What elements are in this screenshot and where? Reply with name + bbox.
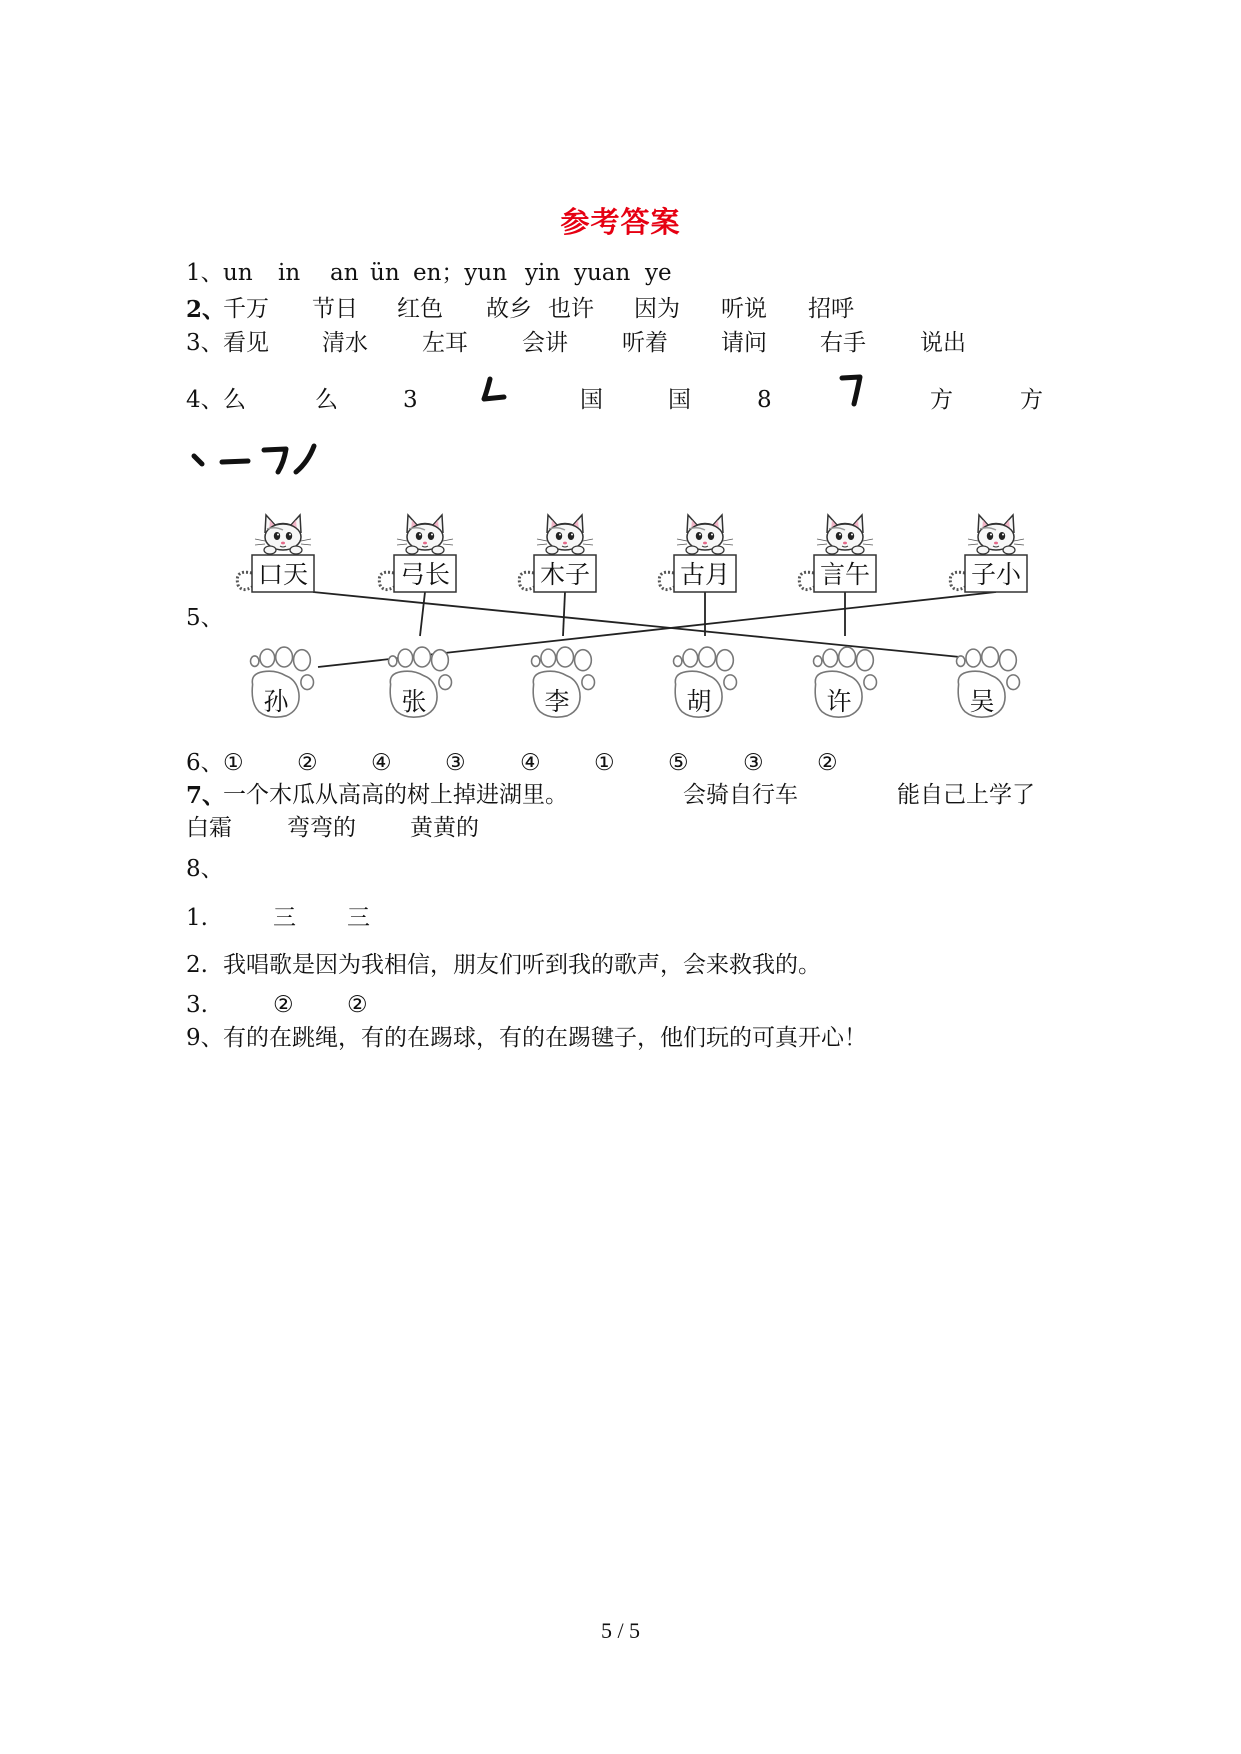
card-text: 口天 [257, 560, 309, 589]
answer-text: ye [645, 260, 672, 286]
name-cards [237, 515, 1027, 592]
paw-print [674, 647, 737, 717]
cat-icon [677, 515, 733, 554]
paw-text: 张 [401, 687, 427, 716]
name-card [379, 515, 456, 592]
answer-text: 国 [668, 387, 691, 413]
sub-question-number: 1. [186, 905, 208, 931]
answer-text: an [330, 260, 359, 286]
answer-text: 么 [315, 387, 338, 413]
answer-text: 左耳 [422, 330, 468, 356]
name-card [237, 515, 314, 592]
answer-text: 一个木瓜从高高的树上掉进湖里。 [223, 782, 568, 808]
page-title: 参考答案 [560, 205, 681, 239]
answer-text: 会骑自行车 [683, 782, 798, 808]
answer-text: 故乡 [486, 296, 532, 322]
answer-text: in [278, 260, 301, 286]
answer-text: un [223, 260, 253, 286]
answer-text: 听说 [721, 296, 767, 322]
answer-text: ② [817, 750, 838, 776]
answer-text: 方 [930, 387, 953, 413]
paw-prints [251, 647, 1020, 717]
match-line [563, 592, 565, 636]
answer-text: 说出 [920, 330, 966, 356]
answer-text: 会讲 [522, 330, 568, 356]
answer-text: 招呼 [808, 296, 854, 322]
name-card [519, 515, 596, 592]
paw-text: 孙 [263, 687, 289, 716]
question-number: 9、 [186, 1025, 224, 1051]
answer-text: 三 [347, 905, 370, 931]
paw-print [532, 647, 595, 717]
question-number: 3、 [186, 330, 224, 356]
question-number: 4、 [186, 387, 224, 413]
question-number: 7、 [186, 782, 226, 809]
answer-text: 红色 [397, 296, 443, 322]
answer-text: ④ [520, 750, 541, 776]
name-card [950, 515, 1027, 592]
card-text: 言午 [819, 560, 871, 589]
answer-text: 方 [1020, 387, 1043, 413]
cat-tail-icon [237, 572, 252, 589]
question-number: 2、 [186, 296, 226, 323]
question-number: 5、 [186, 605, 224, 631]
cat-icon [537, 515, 593, 554]
answer-text: 看见 [223, 330, 269, 356]
sub-question-number: 3. [186, 992, 208, 1018]
answer-text: ③ [445, 750, 466, 776]
cat-tail-icon [799, 572, 814, 589]
sub-question-number: 2. [186, 952, 208, 978]
answer-text: 有的在跳绳，有的在踢球，有的在踢毽子，他们玩的可真开心！ [223, 1025, 867, 1051]
answer-text: ⑤ [668, 750, 689, 776]
answer-text: ① [223, 750, 244, 776]
paw-text: 吴 [969, 687, 995, 716]
answer-text: ② [347, 992, 368, 1018]
answer-text: 三 [273, 905, 296, 931]
match-line [420, 592, 425, 636]
cat-icon [968, 515, 1024, 554]
cat-icon [817, 515, 873, 554]
answer-text: ④ [371, 750, 392, 776]
paw-print [957, 647, 1020, 717]
answer-text: 黄黄的 [410, 815, 479, 841]
answer-text: 请问 [721, 330, 767, 356]
paw-text: 李 [544, 687, 570, 716]
cat-tail-icon [519, 572, 534, 589]
card-text: 木子 [539, 560, 591, 589]
answer-text: 千万 [223, 296, 269, 322]
answer-text: 弯弯的 [287, 815, 356, 841]
answer-text: yin [525, 260, 561, 286]
answer-text: ün [370, 260, 400, 286]
answer-text: 我唱歌是因为我相信，朋友们听到我的歌声，会来救我的。 [223, 952, 821, 978]
paw-print [814, 647, 877, 717]
page-number: 5 / 5 [600, 1618, 641, 1643]
answer-text: 么 [223, 387, 246, 413]
answer-text: 白霜 [186, 815, 232, 841]
answer-text: 国 [580, 387, 603, 413]
question-number: 1、 [186, 260, 224, 286]
answer-text: 8 [757, 387, 772, 413]
name-card [799, 515, 876, 592]
paw-print [389, 647, 452, 717]
cat-tail-icon [379, 572, 394, 589]
card-text: 子小 [970, 560, 1022, 589]
answer-text: 能自己上学了 [897, 782, 1035, 808]
paw-text: 胡 [686, 687, 712, 716]
answer-text: ③ [743, 750, 764, 776]
answer-text: 也许 [548, 296, 594, 322]
answer-text: 清水 [322, 330, 368, 356]
question-number: 6、 [186, 750, 224, 776]
cat-tail-icon [659, 572, 674, 589]
cat-tail-icon [950, 572, 965, 589]
card-text: 弓长 [399, 560, 451, 589]
answer-text: ① [594, 750, 615, 776]
name-card [659, 515, 736, 592]
answer-text: 3 [403, 387, 418, 413]
matching-diagram [0, 0, 1241, 760]
answer-text: 因为 [634, 296, 680, 322]
cat-icon [255, 515, 311, 554]
answer-text: 右手 [820, 330, 866, 356]
paw-print [251, 647, 314, 717]
answer-text: 听着 [622, 330, 668, 356]
answer-text: ② [273, 992, 294, 1018]
answer-text: 节日 [312, 296, 358, 322]
paw-text: 许 [826, 687, 852, 716]
cat-icon [397, 515, 453, 554]
answer-text: yuan [574, 260, 631, 286]
card-text: 古月 [679, 560, 731, 589]
answer-text: ② [297, 750, 318, 776]
match-line [313, 592, 960, 657]
answer-text: en；yun [413, 260, 508, 286]
question-number: 8、 [186, 856, 224, 882]
